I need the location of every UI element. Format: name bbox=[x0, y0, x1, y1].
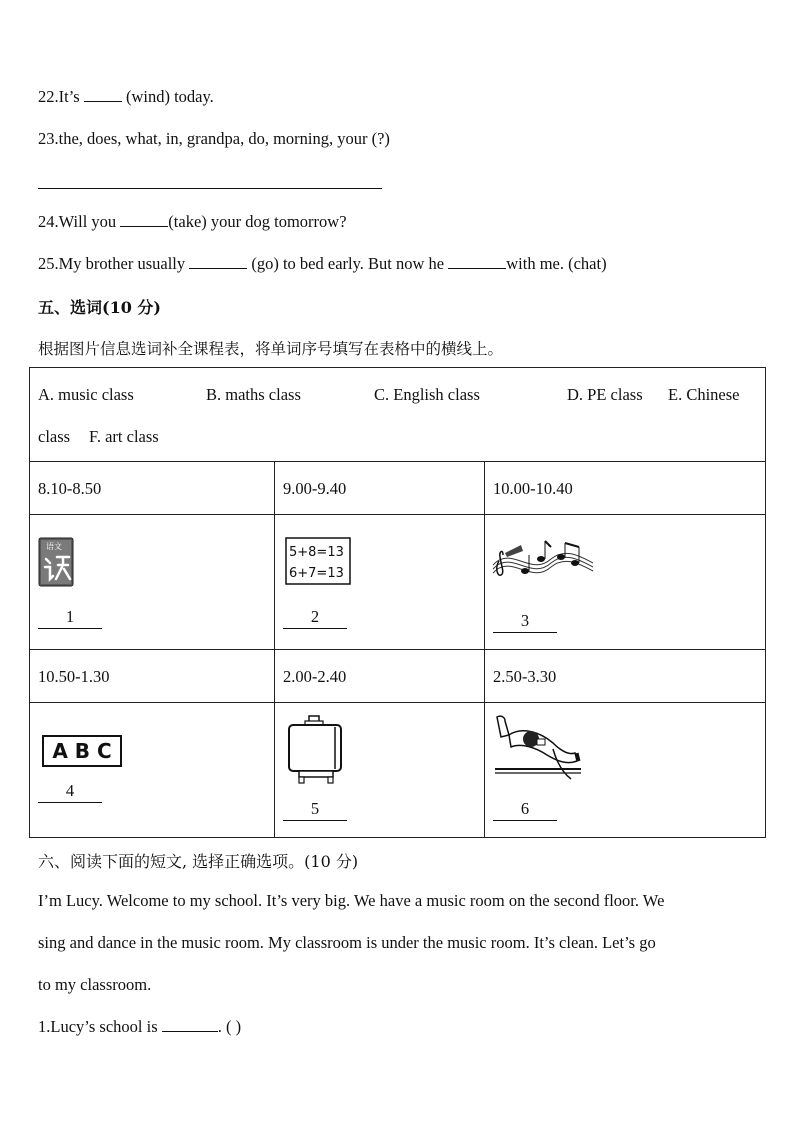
answer-blank[interactable] bbox=[189, 254, 247, 269]
abc-text: A B C bbox=[52, 738, 112, 763]
option-b: B. maths class bbox=[206, 385, 301, 404]
answer-blank-2[interactable]: 2 bbox=[283, 607, 347, 629]
section-5-title bbox=[38, 295, 161, 318]
question-number: 22. bbox=[38, 87, 59, 106]
time-cell bbox=[275, 462, 485, 515]
question-text: (go) to bed early. But now he bbox=[247, 254, 449, 273]
timetable bbox=[29, 367, 766, 838]
question-text: (wind) today. bbox=[121, 87, 214, 106]
answer-blank-4[interactable]: 4 bbox=[38, 781, 102, 803]
passage-line: sing and dance in the music room. My classroom is under the music room. It’s clean. Let’s go bbox=[38, 933, 656, 952]
answer-bracket[interactable]: . ( ) bbox=[217, 1017, 242, 1036]
subject-cell bbox=[275, 702, 485, 837]
section-6-title: 六、阅读下面的短文, 选择正确选项。(10 分) bbox=[38, 852, 359, 871]
abc-letters-icon bbox=[42, 735, 122, 767]
answer-blank-6[interactable]: 6 bbox=[493, 799, 557, 821]
answer-blank[interactable] bbox=[162, 1017, 218, 1032]
answer-blank-5[interactable]: 5 bbox=[283, 799, 347, 821]
question-number: 24. bbox=[38, 212, 59, 231]
option-a: A. music class bbox=[38, 385, 134, 404]
time-cell bbox=[30, 462, 275, 515]
question-number: 25. bbox=[38, 254, 59, 273]
word-options bbox=[30, 368, 766, 462]
question-24 bbox=[38, 212, 347, 232]
question-23 bbox=[38, 129, 390, 149]
subject-cell bbox=[30, 702, 275, 837]
subject-cell bbox=[30, 514, 275, 649]
subject-cell bbox=[275, 514, 485, 649]
maths-equation: 5+8=13 bbox=[289, 544, 344, 560]
option-f: F. art class bbox=[89, 427, 159, 446]
easel-board-icon bbox=[287, 715, 343, 785]
option-e-cont: class bbox=[38, 427, 71, 446]
subject-cell bbox=[485, 514, 766, 649]
time-label: 10.50-1.30 bbox=[38, 666, 110, 686]
answer-blank-3[interactable]: 3 bbox=[493, 611, 557, 633]
question-text: Will you bbox=[58, 212, 121, 231]
question-text: 1.Lucy’s school is bbox=[38, 1017, 162, 1036]
section-title: 五、选词 bbox=[38, 298, 103, 317]
time-label: 2.50-3.30 bbox=[493, 666, 557, 686]
question-text: the, does, what, in, grandpa, do, morning, your (?) bbox=[58, 129, 390, 148]
maths-board-icon bbox=[285, 537, 351, 585]
section-score: (10 分) bbox=[102, 298, 161, 317]
music-notes-icon bbox=[491, 535, 595, 585]
reading-question-1 bbox=[38, 1017, 241, 1037]
book-title: 语文 bbox=[46, 541, 62, 551]
time-cell bbox=[30, 649, 275, 702]
answer-blank[interactable] bbox=[448, 254, 506, 269]
question-22 bbox=[38, 87, 214, 107]
time-label: 9.00-9.40 bbox=[283, 479, 347, 498]
option-c: C. English class bbox=[374, 385, 480, 404]
question-text: with me. (chat) bbox=[506, 254, 607, 273]
question-text: It’s bbox=[58, 87, 84, 106]
time-cell bbox=[275, 649, 485, 702]
option-d: D. PE class bbox=[567, 385, 643, 404]
time-label: 8.10-8.50 bbox=[38, 479, 102, 498]
answer-line[interactable] bbox=[38, 188, 382, 189]
time-cell bbox=[485, 462, 766, 515]
question-number: 23. bbox=[38, 129, 59, 148]
answer-blank[interactable] bbox=[120, 212, 168, 227]
option-e: E. Chinese bbox=[668, 385, 740, 404]
high-jump-icon bbox=[491, 713, 583, 785]
maths-equation: 6+7=13 bbox=[289, 565, 344, 581]
time-label: 10.00-10.40 bbox=[493, 479, 573, 498]
question-25 bbox=[38, 254, 607, 274]
chinese-book-icon bbox=[38, 537, 76, 587]
passage-line: to my classroom. bbox=[38, 975, 152, 994]
time-label: 2.00-2.40 bbox=[283, 666, 347, 686]
time-cell bbox=[485, 649, 766, 702]
section-5-instruction: 根据图片信息选词补全课程表，将单词序号填写在表格中的横线上。 bbox=[38, 340, 504, 358]
answer-blank[interactable] bbox=[84, 87, 122, 102]
answer-blank-1[interactable]: 1 bbox=[38, 607, 102, 629]
question-text: My brother usually bbox=[58, 254, 190, 273]
subject-cell bbox=[485, 702, 766, 837]
passage-line: I’m Lucy. Welcome to my school. It’s very big. We have a music room on the second floor. We bbox=[38, 891, 665, 910]
question-text: (take) your dog tomorrow? bbox=[168, 212, 347, 231]
